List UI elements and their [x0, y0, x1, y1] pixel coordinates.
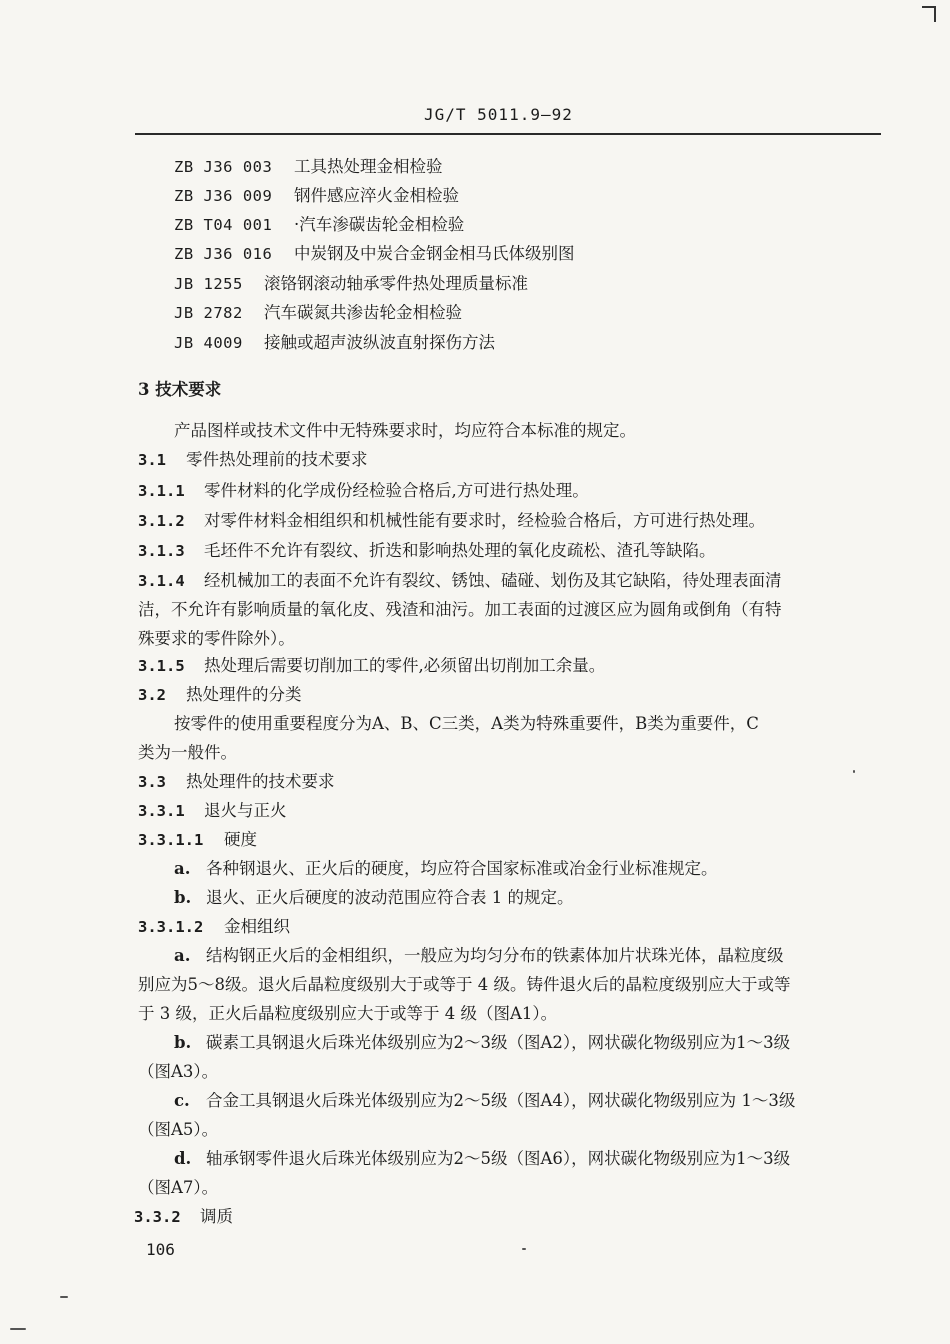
- section-intro: 产品图样或技术文件中无特殊要求时，均应符合本标准的规定。: [174, 421, 636, 440]
- clause-3-3-2: 3.3.2 调质: [134, 1207, 233, 1226]
- clause-3-1-2: 3.1.2 对零件材料金相组织和机械性能有要求时，经检验合格后，方可进行热处理。: [138, 511, 765, 530]
- clause-3-3: 3.3 热处理件的技术要求: [138, 772, 335, 791]
- clause-3-3-1-1: 3.3.1.1 硬度: [138, 830, 257, 849]
- reference-item: ZB J36 003 工具热处理金相检验: [174, 157, 443, 176]
- clause-3-3-1-2: 3.3.1.2 金相组织: [138, 917, 290, 936]
- clause-3-3-1: 3.3.1 退火与正火: [138, 801, 287, 820]
- reference-item: ZB J36 009 钢件感应淬火金相检验: [174, 186, 459, 205]
- clause-3-1-4-line: 殊要求的零件除外）。: [138, 629, 295, 648]
- clause-3-1-4-line: 洁，不允许有影响质量的氧化皮、残渣和油污。加工表面的过渡区应为圆角或倒角（有特: [138, 600, 782, 619]
- reference-item: JB 2782 汽车碳氮共渗齿轮金相检验: [174, 303, 462, 322]
- reference-item: JB 4009 接触或超声波纵波直射探伤方法: [174, 333, 495, 352]
- clause-3-1-4: 3.1.4 经机械加工的表面不允许有裂纹、锈蚀、磕碰、划伤及其它缺陷，待处理表面清: [138, 571, 782, 590]
- list-item: b. 碳素工具钢退火后珠光体级别应为2～3级（图A2），网状碳化物级别应为1～3级: [174, 1033, 791, 1052]
- list-item: b. 退火、正火后硬度的波动范围应符合表 1 的规定。: [174, 888, 574, 907]
- section-heading: 3 技术要求: [138, 380, 222, 399]
- scan-speck: [60, 1296, 68, 1298]
- header-rule: [135, 133, 881, 135]
- list-item-line: （图A5）。: [138, 1120, 219, 1139]
- list-item: a. 各种钢退火、正火后的硬度，均应符合国家标准或冶金行业标准规定。: [174, 859, 718, 878]
- clause-3-2-text: 按零件的使用重要程度分为A、B、C三类，A类为特殊重要件，B类为重要件，C: [174, 714, 759, 733]
- reference-item: ZB T04 001 ·汽车渗碳齿轮金相检验: [174, 215, 465, 234]
- list-item-line: （图A3）。: [138, 1062, 219, 1081]
- clause-3-1-1: 3.1.1 零件材料的化学成份经检验合格后,方可进行热处理。: [138, 481, 589, 500]
- list-item-line: 别应为5～8级。退火后晶粒度级别大于或等于 4 级。铸件退火后的晶粒度级别应大于或等: [138, 975, 791, 994]
- clause-3-2: 3.2 热处理件的分类: [138, 685, 302, 704]
- clause-3-1-5: 3.1.5 热处理后需要切削加工的零件,必须留出切削加工余量。: [138, 656, 606, 675]
- reference-item: JB 1255 滚铬钢滚动轴承零件热处理质量标准: [174, 274, 528, 293]
- clause-3-1-3: 3.1.3 毛坯件不允许有裂纹、折迭和影响热处理的氧化皮疏松、渣孔等缺陷。: [138, 541, 716, 560]
- scan-speck: [10, 1328, 26, 1330]
- standard-number-header: JG/T 5011.9—92: [424, 105, 573, 124]
- page-number: 106: [146, 1240, 175, 1259]
- clause-3-1: 3.1 零件热处理前的技术要求: [138, 450, 368, 469]
- list-item-line: 于 3 级，正火后晶粒度级别应大于或等于 4 级（图A1）。: [138, 1004, 558, 1023]
- clause-3-2-text: 类为一般件。: [138, 743, 237, 762]
- scan-corner-mark-top: [922, 6, 936, 8]
- list-item: d. 轴承钢零件退火后珠光体级别应为2～5级（图A6），网状碳化物级别应为1～3级: [174, 1149, 791, 1168]
- scan-speck: [522, 1248, 526, 1250]
- list-item: c. 合金工具钢退火后珠光体级别应为2～5级（图A4），网状碳化物级别应为 1～3级: [174, 1091, 796, 1110]
- reference-item: ZB J36 016 中炭钢及中炭合金钢金相马氏体级别图: [174, 244, 575, 263]
- scan-corner-mark: [934, 6, 936, 22]
- list-item-line: （图A7）。: [138, 1178, 219, 1197]
- list-item: a. 结构钢正火后的金相组织，一般应为均匀分布的铁素体加片状珠光体，晶粒度级: [174, 946, 784, 965]
- scan-speck: [853, 770, 855, 773]
